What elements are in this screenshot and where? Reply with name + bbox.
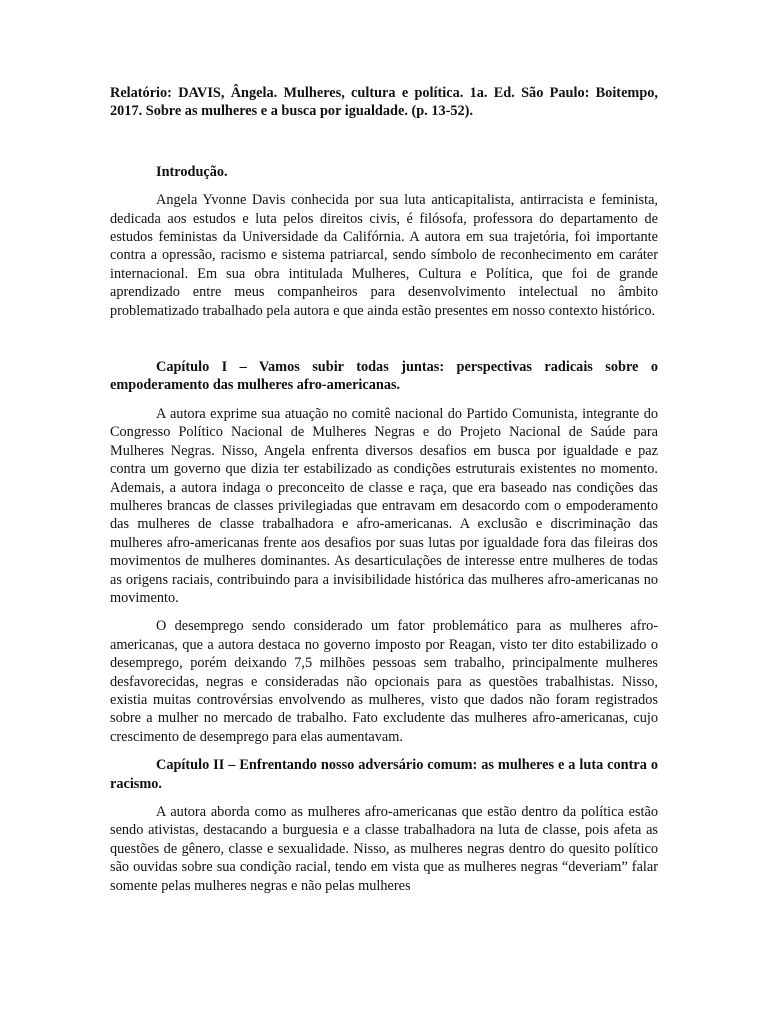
chapter2-paragraph-1: A autora aborda como as mulheres afro-americanas que estão dentro da política estão sendo ativistas, destacando a burguesia e a classe trabalhadora na luta de classe, pois afeta as questões de gênero, classe e sexualidade. Nisso, as mulheres negras dentro do quesito político são ouvidas sobre sua condição racial, tendo em vista que as mulheres negras “deveriam” falar somente pelas mulheres negras e não pelas mulheres	[110, 804, 658, 894]
bibliographic-reference: Relatório: DAVIS, Ângela. Mulheres, cultura e política. 1a. Ed. São Paulo: Boitempo, 2017. Sobre as mulheres e a busca por igualdade. (p. 13-52).	[110, 85, 658, 120]
chapter1-paragraph-1: A autora exprime sua atuação no comitê nacional do Partido Comunista, integrante do Congresso Político Nacional de Mulheres Negras e do Projeto Nacional de Saúde para Mulheres Negras. Nisso, Angela enfrenta diversos desafios em busca por igualdade e paz contra um governo que dizia ter estabilizado as condições estruturais existentes no momento. Ademais, a autora indaga o preconceito de classe e raça, que era baseado nas condições das mulheres brancas de classes privilegiadas que entravam em desacordo com o empoderamento das mulheres de classe trabalhadora e afro-americanas. A exclusão e discriminação das mulheres afro-americanas frente aos desafios por suas lutas por igualdade fora das fileiras dos movimentos de mulheres dominantes. As desarticulações de interesse entre mulheres de todas as origens raciais, contribuindo para a invisibilidade histórica das mulheres afro-americanas no movimento.	[110, 405, 658, 606]
chapter1-paragraph-2: O desemprego sendo considerado um fator problemático para as mulheres afro-americanas, que a autora destaca no governo imposto por Reagan, visto ter dito estabilizado o desemprego, porém deixando 7,5 milhões pessoas sem trabalho, principalmente mulheres desfavorecidas, negras e consideradas não opcionais para as questões trabalhistas. Nisso, existia muitas controvérsias envolvendo as mulheres, visto que dados não foram registrados sobre a mulher no mercado de trabalho. Fato excludente das mulheres afro-americanas, cujo crescimento de desemprego para elas aumentavam.	[110, 618, 658, 745]
document-page	[110, 84, 658, 905]
chapter1-heading: Capítulo I – Vamos subir todas juntas: perspectivas radicais sobre o empoderamento das mulheres afro-americanas.	[110, 359, 658, 394]
intro-heading: Introdução.	[156, 163, 228, 180]
chapter2-heading: Capítulo II – Enfrentando nosso adversário comum: as mulheres e a luta contra o racismo.	[110, 757, 658, 792]
intro-paragraph: Angela Yvonne Davis conhecida por sua luta anticapitalista, antirracista e feminista, dedicada aos estudos e luta pelos direitos civis, é filósofa, professora do departamento de estudos feministas da Universidade da Califórnia. A autora em sua trajetória, foi importante contra a opressão, racismo e sistema patriarcal, sendo símbolo de reconhecimento em caráter internacional. Em sua obra intitulada Mulheres, Cultura e Política, que foi de grande aprendizado entre meus companheiros para desenvolvimento intelectual no âmbito problematizado trabalhado pela autora e que ainda estão presentes em nosso contexto histórico.	[110, 192, 658, 319]
